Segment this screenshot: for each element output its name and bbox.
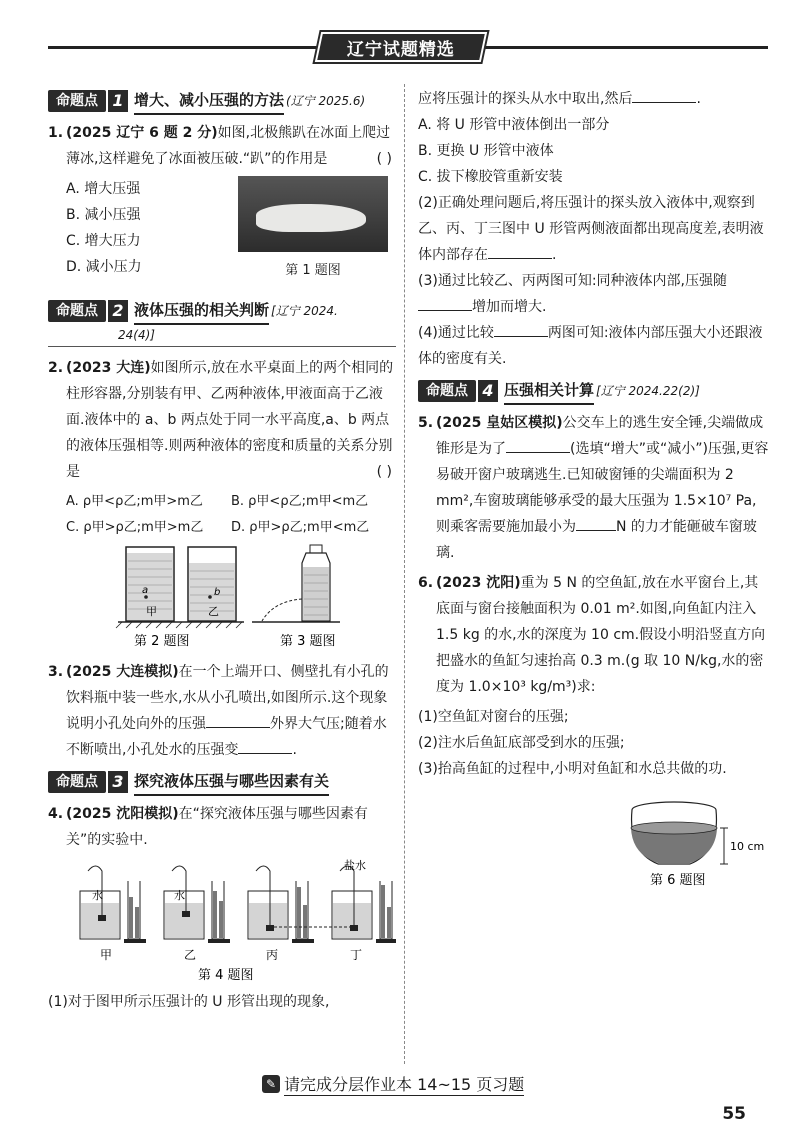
question-text: 重为 5 N 的空鱼缸,放在水平窗台上,其底面与窗台接触面积为 0.01 m².如图,向鱼缸内注入 1.5 kg 的水,水的深度为 10 cm.假设小明沿竖直方向把盛水的鱼缸匀速抬高 0.3 m.(g 取 10 N/kg,水的密度为 1.0×10³ kg/m³)求: [436, 575, 766, 695]
question-text: 在“探究液体压强与哪些因素有关”的实验中. [66, 806, 368, 848]
fig4-water-label-jia: 水 [92, 889, 103, 902]
section-banner [315, 32, 487, 62]
topic-label: 命题点 [418, 380, 476, 402]
question-5 [418, 410, 770, 566]
question-text: 公交车上的逃生安全锤,尖端做成锥形是为了 [436, 415, 764, 457]
question-number: 3. [48, 664, 64, 680]
q1-options [48, 176, 238, 296]
question-number: 4. [48, 806, 64, 822]
question-number: 2. [48, 360, 64, 376]
pencil-icon: ✎ [262, 1075, 280, 1093]
question-text-cont: (选填“增大”或“减小”)压强,更容易破开窗户玻璃逃生.已知破窗锤的尖端面积为 2 mm²,车窗玻璃能够承受的最大压强为 1.5×10⁷ Pa,则乘客需要施加最小为 [436, 441, 769, 535]
question-number: 1. [48, 125, 64, 141]
q6-sub-3: (3)抬高鱼缸的过程中,小明对鱼缸和水总共做的功. [418, 761, 727, 777]
column-divider [404, 84, 405, 1064]
fig4-label-jia: 甲 [100, 948, 113, 962]
question-tag: (2025 皇姑区模拟) [436, 415, 563, 431]
topic-1-heading [48, 88, 396, 114]
question-1 [48, 120, 396, 172]
question-number: 5. [418, 415, 434, 431]
q4-sub-3b-text: 增加而增大. [472, 299, 547, 315]
figure-6-caption: 第 6 题图 [650, 873, 706, 888]
question-number: 6. [418, 575, 434, 591]
topic-title: 增大、减小压强的方法 [134, 87, 284, 115]
question-tag: (2023 沈阳) [436, 575, 521, 591]
footer-text: 请完成分层作业本 14~15 页习题 [284, 1072, 524, 1096]
answer-blank[interactable] [632, 87, 696, 103]
topic-3-heading [48, 769, 396, 795]
q1-body [48, 176, 396, 296]
polar-bear-photo [238, 176, 388, 252]
fig4-water-label-yi: 水 [174, 889, 185, 902]
fig6-depth-label: 10 cm [730, 840, 765, 853]
banner-title: 辽宁试题精选 [347, 39, 455, 60]
q4-sub-4a-text: (4)通过比较 [418, 325, 494, 341]
fig2-label-a: a [142, 585, 149, 596]
topic-title: 探究液体压强与哪些因素有关 [134, 768, 329, 796]
option-b: B. 减小压强 [66, 207, 141, 223]
question-text-cont: 外界大气压;随着水不断喷出,小孔处水的压强变 [66, 716, 387, 758]
answer-blank[interactable] [488, 243, 552, 259]
footer-note [262, 1072, 524, 1096]
option-d: D. ρ甲>ρ乙;m甲<m乙 [231, 520, 370, 535]
period: . [292, 742, 297, 758]
figures-2-3-svg [48, 541, 396, 659]
q4-sub-1: (1)对于图甲所示压强计的 U 形管出现的现象, [48, 994, 330, 1010]
topic-source: [辽宁 2024.22(2)] [596, 384, 700, 398]
answer-blank[interactable] [238, 738, 292, 754]
q4-sub-1-cont: 应将压强计的探头从水中取出,然后 . [418, 86, 770, 112]
q4-option-a: A. 将 U 形管中液体倒出一部分 [418, 117, 610, 133]
fig2-table-hatch [116, 622, 242, 628]
question-3 [48, 659, 396, 763]
q4-sub-4 [418, 320, 770, 372]
fig4-setup-ding [332, 866, 396, 943]
answer-paren: ( ) [376, 151, 392, 167]
topic-number: 2 [108, 300, 128, 322]
figure-4 [48, 857, 396, 985]
answer-blank[interactable] [576, 515, 616, 531]
question-tag: (2025 沈阳模拟) [66, 806, 179, 822]
figure-6-svg [418, 792, 770, 892]
option-a: A. 增大压强 [66, 181, 141, 197]
question-text-end: N 的力才能砸破车窗玻璃. [436, 519, 757, 561]
topic-label: 命题点 [48, 300, 106, 322]
topic-4-heading [418, 378, 770, 404]
right-column [418, 86, 770, 892]
answer-blank[interactable] [418, 295, 472, 311]
question-6 [418, 570, 770, 700]
fig4-setup-jia [80, 866, 146, 943]
figure-4-caption: 第 4 题图 [198, 968, 254, 983]
left-column [48, 86, 396, 1015]
figures-2-3 [48, 541, 396, 659]
answer-blank[interactable] [506, 437, 570, 453]
topic-source: [辽宁 2024. [271, 304, 338, 318]
topic-2-heading [48, 298, 396, 324]
q2-options-row-2 [48, 515, 396, 541]
figure-3-caption: 第 3 题图 [280, 634, 336, 649]
fig4-setup-yi [164, 866, 230, 943]
q2-options-row-1 [48, 489, 396, 515]
question-text: 如图,北极熊趴在冰面上爬过薄冰,这样避免了冰面被压破.“趴”的作用是 [66, 125, 391, 167]
fig6-fish-tank [631, 802, 717, 864]
fig4-label-bing: 丙 [266, 948, 279, 962]
fig4-label-yi: 乙 [184, 948, 197, 962]
option-b: B. ρ甲<ρ乙;m甲<m乙 [231, 494, 369, 509]
question-tag: (2025 辽宁 6 题 2 分) [66, 125, 218, 141]
option-a: A. ρ甲<ρ乙;m甲>m乙 [66, 494, 203, 509]
fig3-bottle [262, 545, 330, 621]
figure-6 [418, 792, 770, 892]
question-4 [48, 801, 396, 853]
q4-sub-4b-text: 两图可知:液体内部压强大小还跟液体的密度有关. [418, 325, 763, 367]
option-c: C. ρ甲>ρ乙;m甲>m乙 [66, 520, 204, 535]
topic-number: 1 [108, 90, 128, 112]
q4-sub-2-text: (2)正确处理问题后,将压强计的探头放入液体中,观察到乙、丙、丁三图中 U 形管两侧液面都出现高度差,表明液体内部存在 [418, 195, 764, 263]
fig4-label-ding: 丁 [350, 948, 363, 962]
topic-number: 3 [108, 771, 128, 793]
q4-option-b: B. 更换 U 形管中液体 [418, 143, 554, 159]
fig4-saltwater-label: 盐水 [344, 859, 366, 872]
topic-title: 压强相关计算 [504, 377, 594, 405]
topic-label: 命题点 [48, 90, 106, 112]
q4-sub-3a-text: (3)通过比较乙、丙两图可知:同种液体内部,压强随 [418, 273, 727, 289]
q4-sub-2: (2)正确处理问题后,将压强计的探头放入液体中,观察到乙、丙、丁三图中 U 形管两侧液面都出现高度差,表明液体内部存在 . [418, 195, 764, 263]
topic-source-cont: 24(4)] [48, 324, 396, 347]
question-text: 在一个上端开口、侧壁扎有小孔的饮料瓶中装一些水,水从小孔喷出,如图所示.这个现象说明小孔处向外的压强 [66, 664, 389, 732]
topic-label: 命题点 [48, 771, 106, 793]
q4-option-c: C. 拔下橡胶管重新安装 [418, 169, 563, 185]
question-2 [48, 355, 396, 485]
q6-sub-1: (1)空鱼缸对窗台的压强; [418, 709, 569, 725]
q6-sub-2: (2)注水后鱼缸底部受到水的压强; [418, 735, 625, 751]
topic-number: 4 [478, 380, 498, 402]
figure-1 [238, 176, 388, 296]
page-number: 55 [722, 1104, 746, 1124]
question-tag: (2023 大连) [66, 360, 151, 376]
polar-bear-shape [256, 204, 366, 232]
q4-sub-1b-text: 应将压强计的探头从水中取出,然后 [418, 91, 633, 107]
q4-sub-3 [418, 268, 770, 320]
topic-source: (辽宁 2025.6) [286, 94, 366, 108]
figure-2-caption: 第 2 题图 [134, 634, 190, 649]
option-c: C. 增大压力 [66, 233, 141, 249]
answer-blank[interactable] [206, 712, 270, 728]
figure-4-svg [48, 857, 396, 985]
fig2-label-yi: 乙 [208, 605, 219, 618]
fig2-point-b [208, 595, 212, 599]
fig2-label-jia: 甲 [146, 605, 157, 618]
fig2-label-b: b [214, 587, 221, 598]
question-text: 如图所示,放在水平桌面上的两个相同的柱形容器,分别装有甲、乙两种液体,甲液面高于乙液面.液体中的 a、b 两点处于同一水平高度,a、b 两点的液体压强相等.则两种液体的密度和质量的关系分别是 [66, 360, 394, 480]
topic-title: 液体压强的相关判断 [134, 297, 269, 325]
answer-paren: ( ) [376, 464, 392, 480]
fig4-setup-bing [248, 866, 314, 943]
figure-caption: 第 1 题图 [285, 263, 341, 278]
answer-blank[interactable] [494, 321, 548, 337]
question-tag: (2025 大连模拟) [66, 664, 179, 680]
option-d: D. 减小压力 [66, 259, 142, 275]
